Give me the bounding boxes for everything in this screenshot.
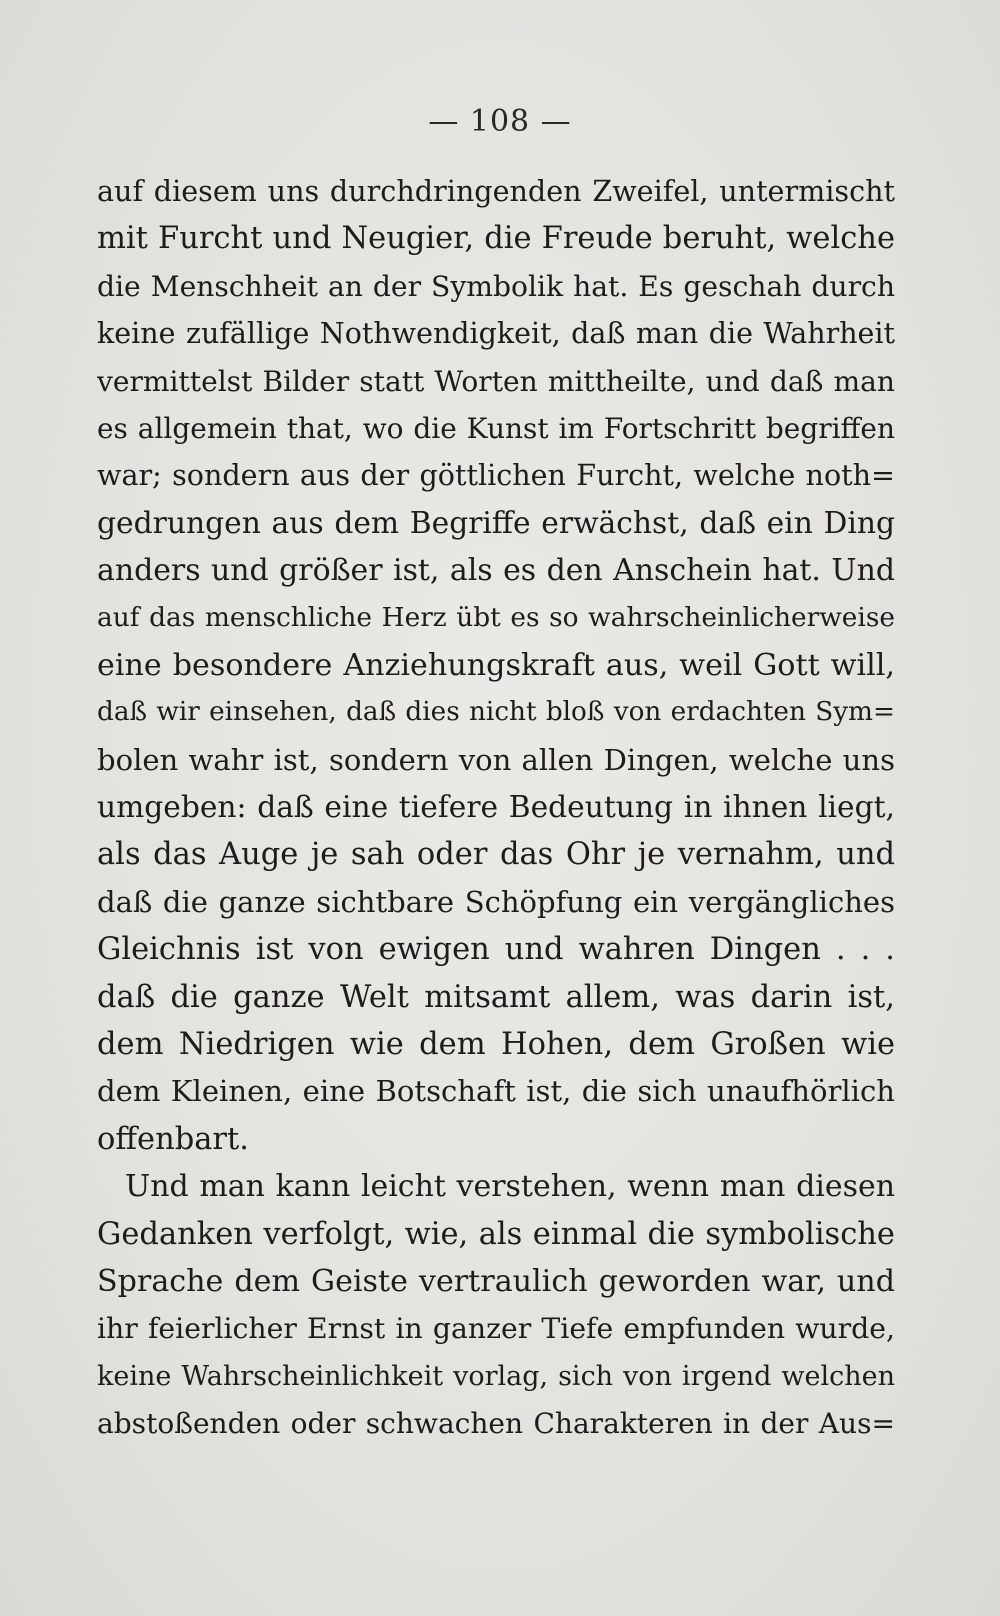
paragraph-2 [97, 1163, 895, 1447]
text-line: Und man kann leicht verstehen, wenn man diesen [125, 1169, 895, 1205]
text-line: daß die ganze Welt mitsamt allem, was darin ist, [97, 979, 895, 1015]
text-line: bolen wahr ist, sondern von allen Dingen, welche uns [97, 742, 895, 777]
text-line: umgeben: daß eine tiefere Bedeutung in ihnen liegt, [97, 790, 895, 826]
text-line: die Menschheit an der Symbolik hat. Es geschah durch [97, 269, 895, 303]
text-line: ihr feierlicher Ernst in ganzer Tiefe empfunden wurde, [97, 1312, 895, 1346]
text-line: auf das menschliche Herz übt es so wahrscheinlicherweise [97, 602, 895, 633]
body-text [97, 168, 895, 1448]
text-line: dem Kleinen, eine Botschaft ist, die sich unaufhörlich [97, 1074, 895, 1109]
text-line: Gedanken verfolgt, wie, als einmal die symbolische [97, 1216, 895, 1252]
text-line: keine zufällige Nothwendigkeit, daß man die Wahrheit [97, 317, 895, 351]
text-line: es allgemein that, wo die Kunst im Fortschritt begriffen [97, 411, 895, 445]
text-line: mit Furcht und Neugier, die Freude beruht, welche [97, 221, 895, 257]
text-line: anders und größer ist, als es den Anschein hat. Und [97, 553, 895, 589]
text-line: als das Auge je sah oder das Ohr je vernahm, und [97, 837, 895, 873]
text-line: daß wir einsehen, daß dies nicht bloß von erdachten Sym= [97, 697, 895, 728]
text-line: keine Wahrscheinlichkeit vorlag, sich von irgend welchen [97, 1360, 895, 1392]
text-line: gedrungen aus dem Begriffe erwächst, daß ein Ding [97, 505, 895, 541]
text-line: Sprache dem Geiste vertraulich geworden war, und [97, 1263, 895, 1299]
text-line: war; sondern aus der göttlichen Furcht, welche noth= [97, 458, 895, 493]
paragraph-1 [97, 168, 895, 1163]
page-number: — 108 — [428, 104, 572, 139]
text-line: dem Niedrigen wie dem Hohen, dem Großen wie [97, 1027, 895, 1063]
text-line: daß die ganze sichtbare Schöpfung ein vergängliches [97, 884, 895, 919]
text-line: vermittelst Bilder statt Worten mittheilte, und daß man [97, 364, 895, 398]
text-line: eine besondere Anziehungskraft aus, weil Gott will, [97, 647, 895, 683]
text-line: offenbart. [97, 1121, 249, 1157]
text-line: abstoßenden oder schwachen Charakteren in der Aus= [97, 1407, 895, 1441]
text-line: Gleichnis ist von ewigen und wahren Dingen . . . [97, 932, 895, 968]
text-line: auf diesem uns durchdringenden Zweifel, untermischt [97, 174, 895, 208]
